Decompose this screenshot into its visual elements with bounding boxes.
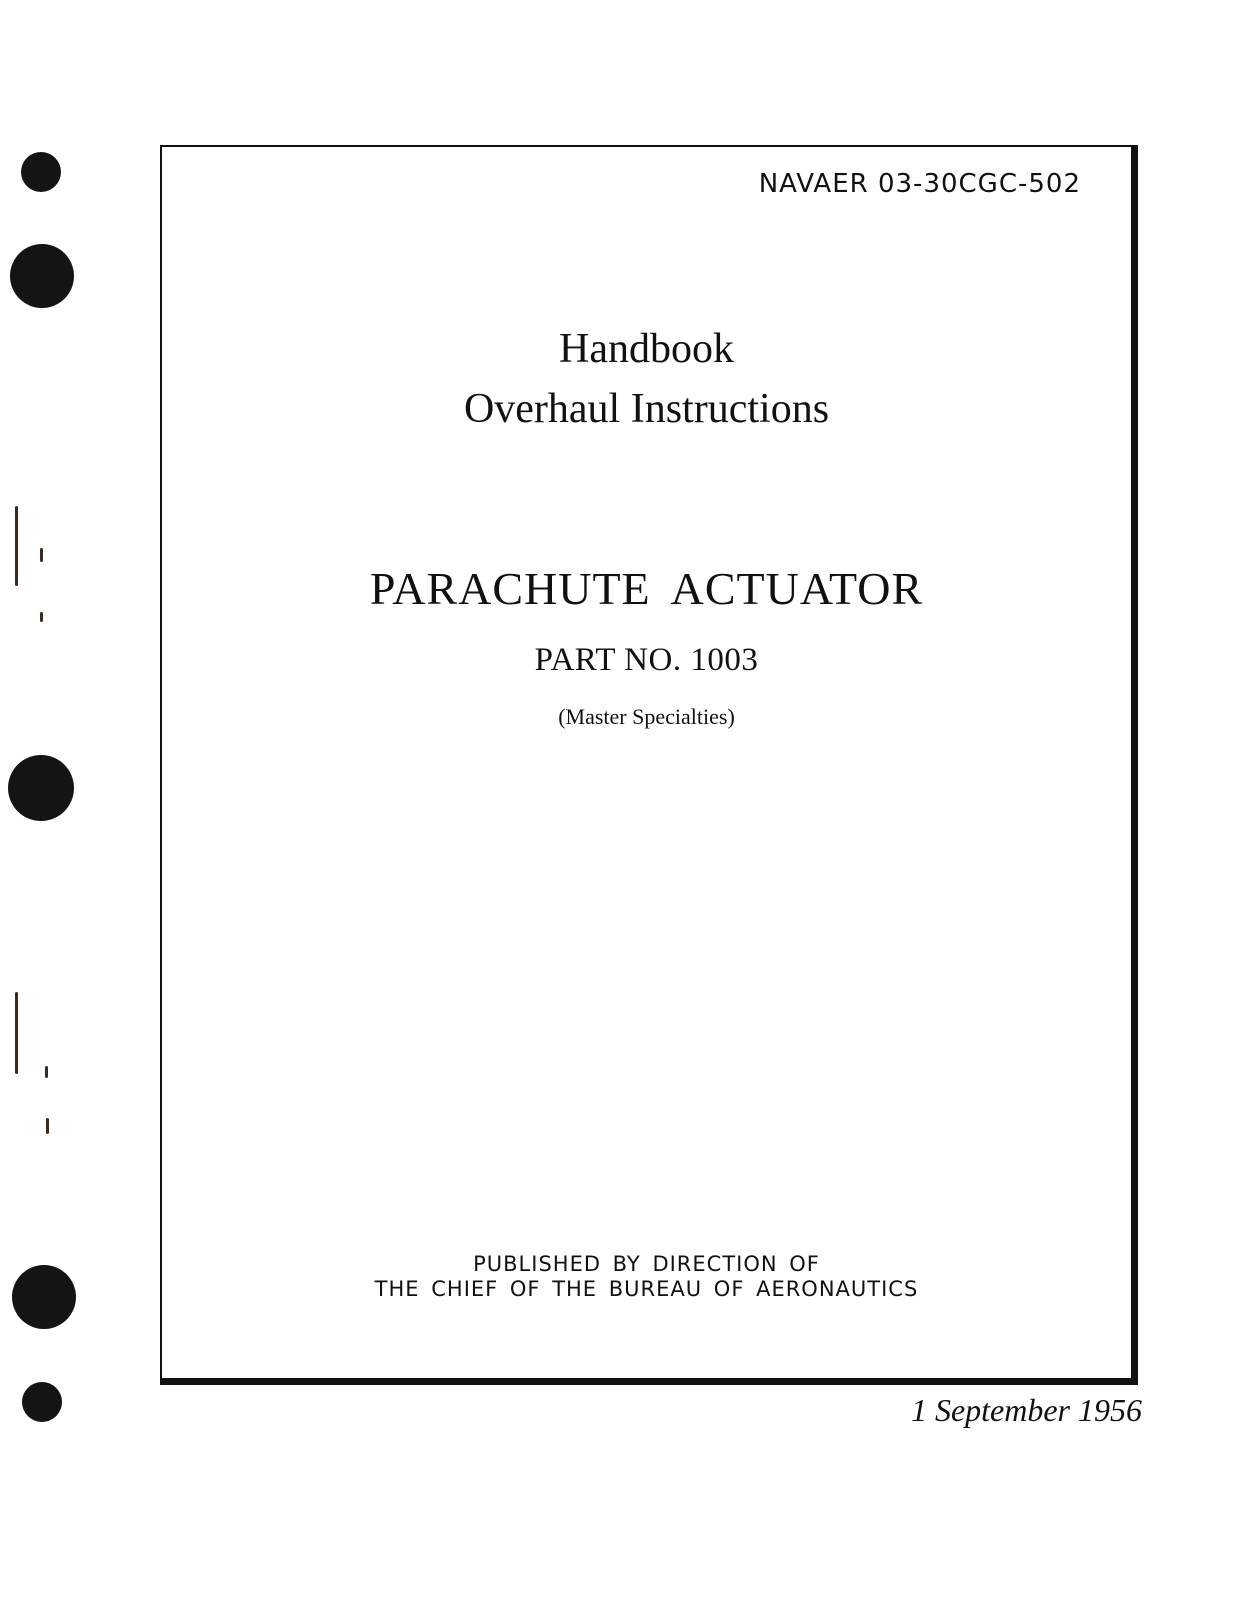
binder-hole	[22, 1382, 62, 1422]
publisher-line-2: THE CHIEF OF THE BUREAU OF AERONAUTICS	[374, 1277, 919, 1301]
main-title: PARACHUTE ACTUATOR	[369, 563, 924, 614]
manufacturer: (Master Specialties)	[558, 704, 735, 729]
binder-hole	[12, 1265, 76, 1329]
binder-hole	[8, 755, 74, 821]
title-line-2: Overhaul Instructions	[463, 386, 830, 432]
binder-hole	[21, 152, 61, 192]
staple-mark	[15, 992, 18, 1074]
staple-mark	[40, 612, 43, 622]
publication-date: 1 September 1956	[910, 1392, 1142, 1428]
part-number: PART NO. 1003	[534, 642, 759, 678]
staple-mark	[45, 1066, 48, 1078]
cover-frame	[160, 145, 1138, 1385]
document-number: NAVAER 03-30CGC-502	[758, 169, 1081, 199]
binder-hole	[10, 244, 74, 308]
staple-mark	[46, 1118, 49, 1134]
staple-mark	[15, 506, 18, 586]
staple-mark	[40, 548, 43, 562]
publisher-line-1: PUBLISHED BY DIRECTION OF	[473, 1252, 820, 1276]
title-line-1: Handbook	[559, 326, 734, 372]
